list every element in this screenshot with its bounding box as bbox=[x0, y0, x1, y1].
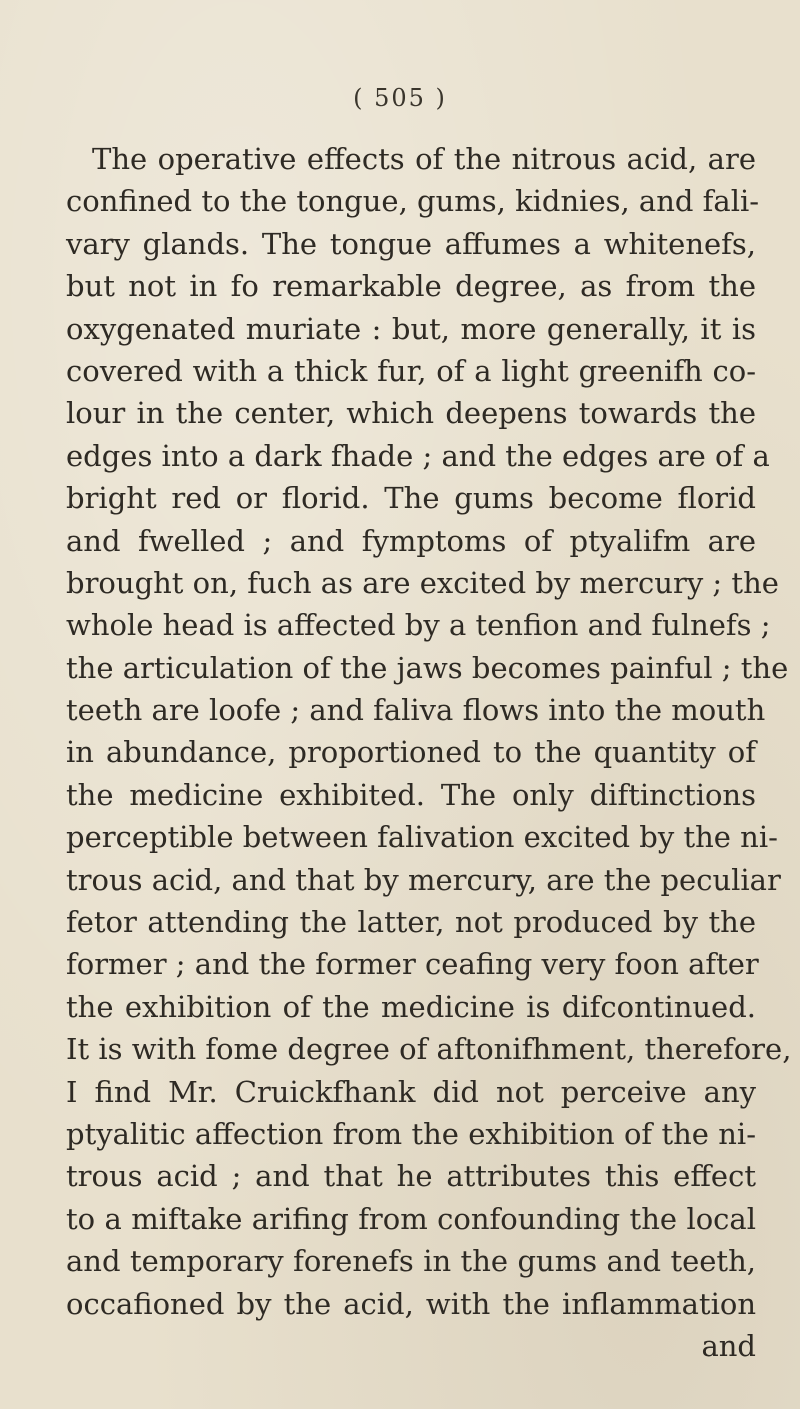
text-line: trous acid, and that by mercury, are the peculiar bbox=[66, 862, 781, 897]
text-line: The operative effects of the nitrous acid, are bbox=[92, 142, 756, 176]
text-line: former ; and the former ceafing very foon after bbox=[66, 947, 759, 982]
text-line: fetor attending the latter, not produced by the bbox=[66, 905, 756, 940]
text-line: the medicine exhibited. The only diftinctions bbox=[66, 777, 756, 812]
page-number: ( 505 ) bbox=[353, 84, 447, 112]
text-line: brought on, fuch as are excited by mercury ; the bbox=[66, 565, 779, 600]
catchword: and bbox=[701, 1328, 756, 1363]
text-line: teeth are loofe ; and faliva flows into the mouth bbox=[66, 693, 766, 728]
text-line: oxygenated muriate : but, more generally, it is bbox=[66, 311, 756, 346]
text-line: the articulation of the jaws becomes painful ; the bbox=[66, 650, 789, 685]
text-line: It is with fome degree of aftonifhment, therefore, bbox=[66, 1032, 792, 1067]
text-line: the exhibition of the medicine is difcontinued. bbox=[66, 989, 756, 1024]
text-line: covered with a thick fur, of a light greenifh co- bbox=[66, 353, 756, 388]
text-line: bright red or florid. The gums become florid bbox=[66, 481, 756, 516]
body-text bbox=[66, 138, 792, 1367]
text-line: occafioned by the acid, with the inflammation bbox=[66, 1286, 756, 1321]
text-line: trous acid ; and that he attributes this effect bbox=[66, 1159, 756, 1194]
text-line: perceptible between falivation excited by the ni- bbox=[66, 820, 778, 855]
text-line: ptyalitic affection from the exhibition of the ni- bbox=[66, 1116, 756, 1151]
text-line: vary glands. The tongue affumes a whitenefs, bbox=[66, 226, 756, 261]
text-line: whole head is affected by a tenfion and fulnefs ; bbox=[66, 608, 771, 643]
text-line: lour in the center, which deepens towards the bbox=[66, 396, 756, 431]
text-line: I find Mr. Cruickfhank did not perceive any bbox=[66, 1074, 756, 1109]
text-line: to a miftake arifing from confounding the local bbox=[66, 1201, 756, 1236]
text-line: in abundance, proportioned to the quantity of bbox=[66, 735, 756, 770]
text-line: edges into a dark fhade ; and the edges are of a bbox=[66, 438, 770, 473]
text-line: and fwelled ; and fymptoms of ptyalifm are bbox=[66, 523, 756, 558]
text-line: and temporary forenefs in the gums and teeth, bbox=[66, 1244, 756, 1279]
text-line: confined to the tongue, gums, kidnies, and fali- bbox=[66, 184, 760, 219]
text-line: but not in fo remarkable degree, as from the bbox=[66, 269, 756, 304]
